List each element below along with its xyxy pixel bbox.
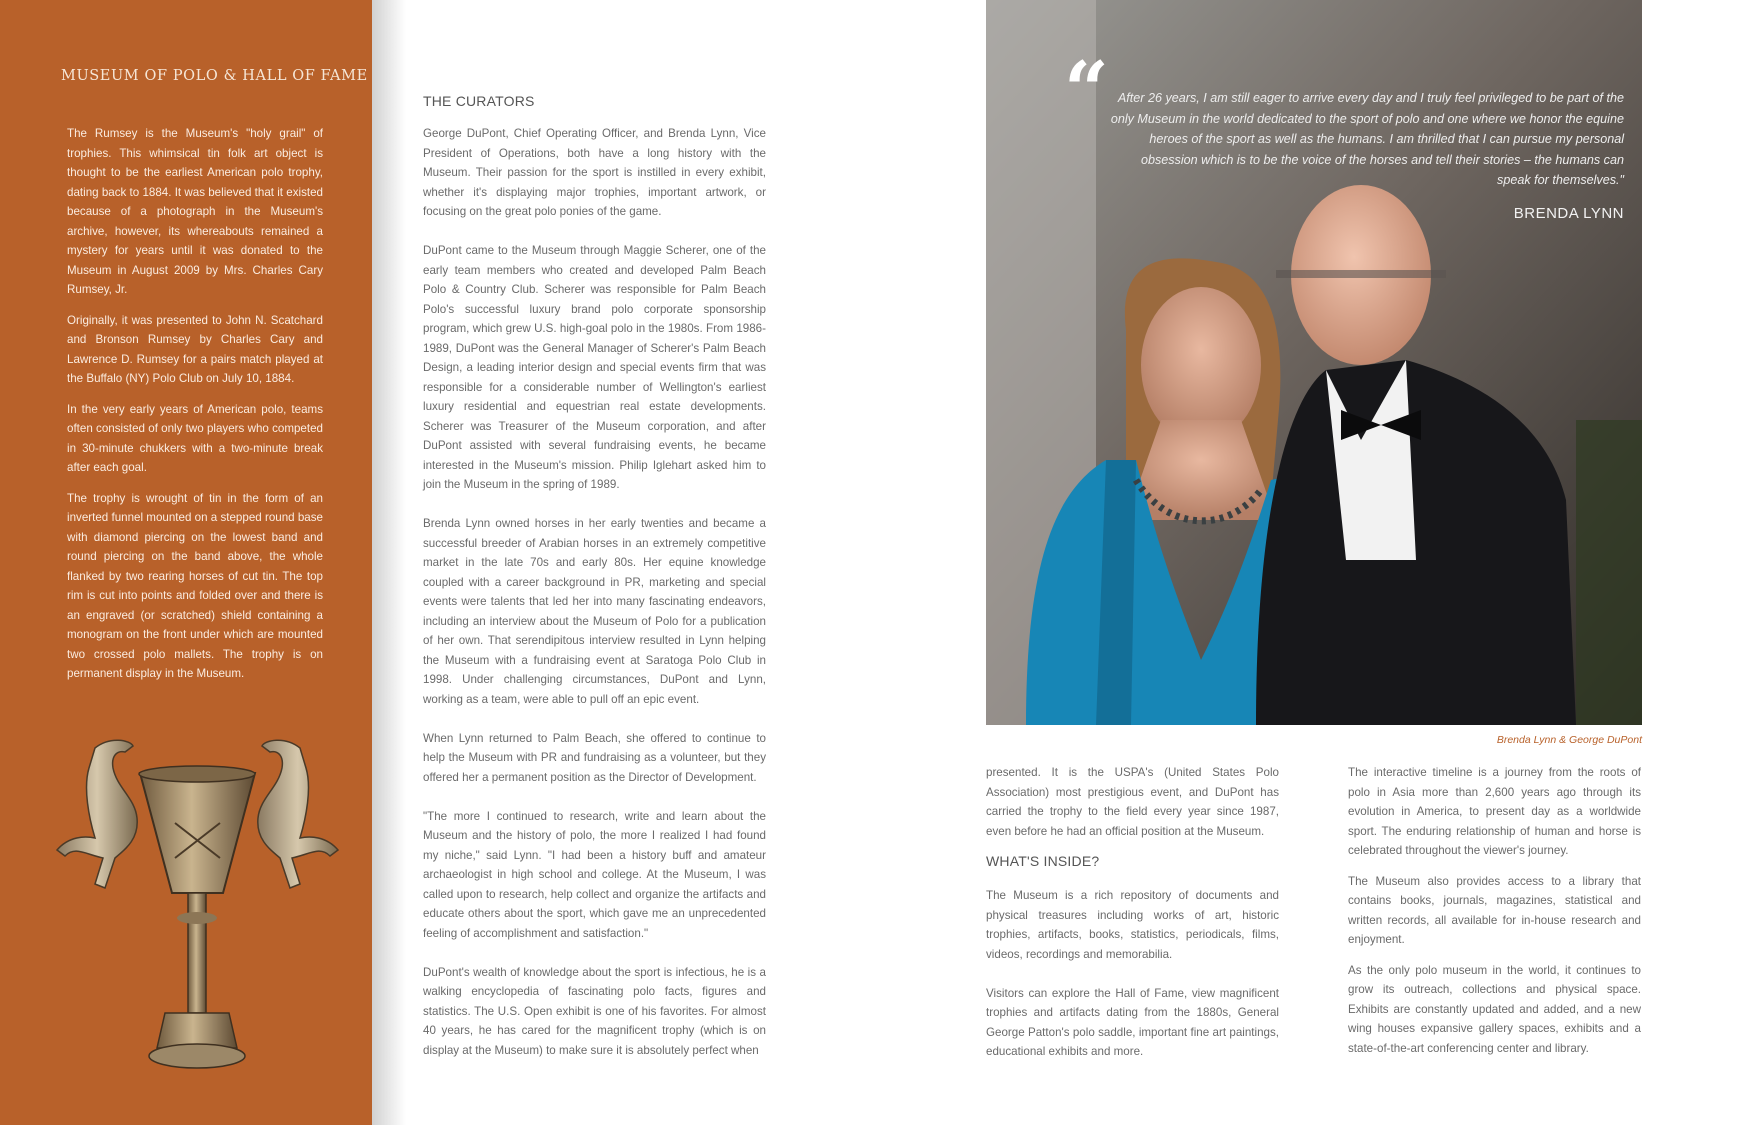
curators-paragraph: DuPont's wealth of knowledge about the sport is infectious, he is a walking encyclopedia of fascinating polo facts, figures and statistics. The U.S. Open exhibit is one of his favorites. For almost 40 years, he has cared for the magnificent trophy (which is on display at the Museum) to make sure it is absolutely perfect when <box>423 965 766 1057</box>
curators-paragraph: DuPont came to the Museum through Maggie Scherer, one of the early team members who created and developed Palm Beach Polo & Country Club. Scherer was responsible for Palm Beach Polo's successful luxury brand polo corporate sponsorship program, which grew U.S. high-goal polo in the 1980s. From 1986-1989, DuPont was the General Manager of Scherer's Palm Beach Design, a leading interior design and special events firm that was responsible for a considerable number of Wellington's earliest luxury residential and equestrian real estate developments. Scherer was Treasurer of the Museum corporation, and after DuPont assisted with several fundraising events, he became interested in the Museum's mission. Philip Iglehart asked him to join the Museum in the spring of 1989. <box>423 244 766 491</box>
sidebar-paragraph: Originally, it was presented to John N. Scatchard and Bronson Rumsey by Charles Cary and Lawrence D. Rumsey for a pairs match played at the Buffalo (NY) Polo Club on July 10, 1884. <box>67 313 323 385</box>
right-column <box>1348 763 1641 1069</box>
continued-paragraph: presented. It is the USPA's (United States Polo Association) most prestigious event, and DuPont has carried the trophy to the field every year since 1987, even before he had an official position at the Museum. <box>986 766 1279 838</box>
whats-inside-heading: WHAT'S INSIDE? <box>986 853 1100 869</box>
whats-inside-paragraph: The Museum is a rich repository of documents and physical treasures including works of art, historic trophies, artifacts, books, statistics, periodicals, films, videos, recordings and memorabilia. <box>986 889 1279 961</box>
right-paragraph: The Museum also provides access to a library that contains books, journals, magazines, statistical and written records, all available for in-house research and enjoyment. <box>1348 874 1641 946</box>
quote-mark: “ <box>1064 45 1109 136</box>
sidebar-title: MUSEUM OF POLO & HALL OF FAME <box>61 68 368 84</box>
page-gutter <box>372 0 406 1125</box>
rumsey-trophy-image <box>55 728 340 1098</box>
right-paragraph: As the only polo museum in the world, it continues to grow its outreach, collections and physical space. Exhibits are constantly updated and added, and a new wing houses expansive gallery spaces, exhibits and a state-of-the-art conferencing center and library. <box>1348 963 1641 1055</box>
sidebar-paragraph: The trophy is wrought of tin in the form of an inverted funnel mounted on a stepped round base with diamond piercing on the lowest band and round piercing on the band above, the whole flanked by two rearing horses of cut tin. The top rim is cut into points and folded over and there is an engraved (or scratched) shield containing a monogram on the front under which are mounted two crossed polo mallets. The trophy is on permanent display in the Museum. <box>67 491 323 680</box>
curators-paragraph: "The more I continued to research, write and learn about the Museum and the history of polo, the more I realized I had found my niche," said Lynn. "I had been a history buff and amateur archaeologist in high school and college. At the Museum, I was called upon to research, help collect and organize the artifacts and educate others about the sport, which gave me an unprecedented feeling of accomplishment and satisfaction." <box>423 809 766 940</box>
sidebar-paragraph: The Rumsey is the Museum's "holy grail" of trophies. This whimsical tin folk art object is thought to be the earliest American polo trophy, dating back to 1884. It was believed that it existed because of a photograph in the Museum's archive, however, its whereabouts remained a mystery for years until it was donated to the Museum in August 2009 by Mrs. Charles Cary Rumsey, Jr. <box>67 127 323 296</box>
curators-column <box>423 124 766 1080</box>
pull-quote: After 26 years, I am still eager to arrive every day and I truly feel privileged to be part of the only Museum in the world dedicated to the sport of polo and one where we honor the equine heroes of the sport as well as the humans. I am thrilled that I can pursue my personal obsession which is to be the voice of the horses and tell their stories – the humans can speak for themselves." <box>1110 91 1624 187</box>
quote-author: BRENDA LYNN <box>1513 205 1624 222</box>
right-paragraph: The interactive timeline is a journey from the roots of polo in Asia more than 2,600 years ago through its evolution in America, to present day as a worldwide sport. The enduring relationship of human and horse is celebrated throughout the viewer's journey. <box>1348 766 1641 857</box>
photo-caption: Brenda Lynn & George DuPont <box>1496 734 1642 746</box>
curators-paragraph: Brenda Lynn owned horses in her early twenties and became a successful breeder of Arabian horses in an extremely competitive market in the late 70s and early 80s. Her equine knowledge coupled with a career background in PR, marketing and special events were talents that led her into many fascinating endeavors, including an interview about the Museum of Polo for a publication of her own. That serendipitous interview resulted in Lynn helping the Museum with a fundraising event at Saratoga Polo Club in 1998. Under challenging circumstances, DuPont and Lynn, working as a team, were able to pull off an epic event. <box>423 517 766 706</box>
curators-paragraph: When Lynn returned to Palm Beach, she offered to continue to help the Museum with PR and fundraising as a volunteer, but they offered her a permanent position as the Director of Development. <box>423 731 766 784</box>
sidebar-paragraph: In the very early years of American polo, teams often consisted of only two players who competed in 30-minute chukkers with a two-minute break after each goal. <box>67 402 323 474</box>
curators-heading: THE CURATORS <box>423 93 535 109</box>
whats-inside-column <box>986 886 1279 1081</box>
sidebar-text <box>67 124 323 695</box>
curators-paragraph: George DuPont, Chief Operating Officer, and Brenda Lynn, Vice President of Operations, both have a long history with the Museum. Their passion for the sport is instilled in every exhibit, whether it's displaying major trophies, important artwork, or focusing on the great polo ponies of the game. <box>423 127 766 218</box>
continued-column <box>986 763 1279 861</box>
whats-inside-paragraph: Visitors can explore the Hall of Fame, view magnificent trophies and artifacts dating from the 1880s, General George Patton's polo saddle, important fine art paintings, educational exhibits and more. <box>986 986 1279 1058</box>
